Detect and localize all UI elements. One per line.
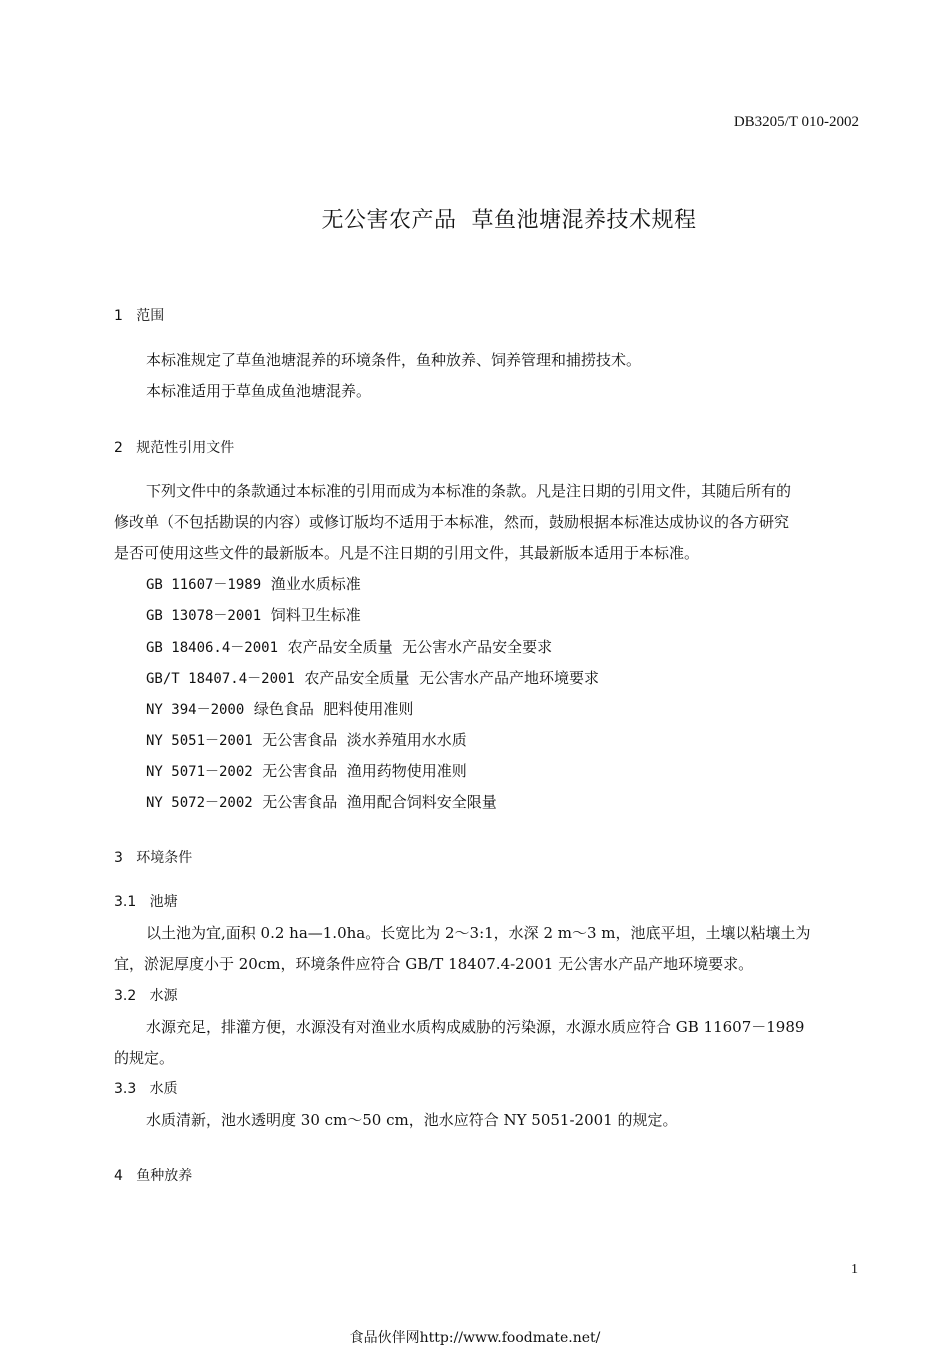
reference-title: 农产品安全质量 无公害水产品产地环境要求 <box>304 669 599 687</box>
reference-code: NY 5071－2002 <box>146 764 253 780</box>
section-4-heading: 4 鱼种放养 <box>114 1168 193 1184</box>
section-1-paragraph-2: 本标准适用于草鱼成鱼池塘混养。 <box>146 382 372 400</box>
section-1-heading: 1 范围 <box>114 308 165 324</box>
section-3-1-text-line-1: 以土池为宜,面积 0.2 ha—1.0ha。长宽比为 2～3:1，水深 2 m～3 m，池底平坦，土壤以粘壤土为 <box>146 924 811 942</box>
section-2-text-line-3: 是否可使用这些文件的最新版本。凡是不注日期的引用文件，其最新版本适用于本标准。 <box>114 544 700 562</box>
footer-source-link[interactable]: 食品伙伴网http://www.foodmate.net/ <box>349 1330 601 1346</box>
reference-item <box>146 791 497 812</box>
reference-code: NY 5051－2001 <box>146 733 253 749</box>
section-2-text-line-2: 修改单（不包括勘误的内容）或修订版均不适用于本标准，然而，鼓励根据本标准达成协议的各方研究 <box>114 513 790 531</box>
reference-title: 绿色食品 肥料使用准则 <box>253 700 414 718</box>
reference-code: GB 13078－2001 <box>146 608 262 624</box>
section-3-2-text-line-2: 的规定。 <box>114 1049 175 1067</box>
reference-item <box>146 667 599 688</box>
reference-code: NY 5072－2002 <box>146 795 253 811</box>
section-3-2-text-line-1: 水源充足，排灌方便，水源没有对渔业水质构成威胁的污染源，水源水质应符合 GB 11607－1989 <box>146 1018 805 1036</box>
section-2-heading: 2 规范性引用文件 <box>114 440 235 456</box>
reference-code: GB/T 18407.4－2001 <box>146 671 295 687</box>
reference-title: 无公害食品 渔用药物使用准则 <box>262 762 467 780</box>
reference-title: 饲料卫生标准 <box>270 606 361 624</box>
reference-item <box>146 636 552 657</box>
reference-title: 无公害食品 淡水养殖用水水质 <box>262 731 467 749</box>
section-2-text-line-1: 下列文件中的条款通过本标准的引用而成为本标准的条款。凡是注日期的引用文件，其随后所有的 <box>146 482 792 500</box>
reference-item <box>146 604 361 625</box>
reference-code: GB 18406.4－2001 <box>146 640 279 656</box>
section-3-3-heading: 3.3 水质 <box>114 1081 178 1097</box>
page-number: 1 <box>851 1262 858 1277</box>
page-title: 无公害农产品 草鱼池塘混养技术规程 <box>321 208 697 233</box>
reference-title: 无公害食品 渔用配合饲料安全限量 <box>262 793 497 811</box>
section-1-paragraph-1: 本标准规定了草鱼池塘混养的环境条件，鱼种放养、饲养管理和捕捞技术。 <box>146 351 642 369</box>
reference-title: 农产品安全质量 无公害水产品安全要求 <box>287 638 553 656</box>
section-3-heading: 3 环境条件 <box>114 850 193 866</box>
document-code: DB3205/T 010-2002 <box>733 114 859 130</box>
reference-item <box>146 729 467 750</box>
reference-code: GB 11607－1989 <box>146 577 262 593</box>
section-3-1-heading: 3.1 池塘 <box>114 894 178 910</box>
reference-code: NY 394－2000 <box>146 702 245 718</box>
reference-item <box>146 698 413 719</box>
reference-item <box>146 760 467 781</box>
reference-title: 渔业水质标准 <box>270 575 361 593</box>
section-3-2-heading: 3.2 水源 <box>114 988 178 1004</box>
section-3-3-text-line-1: 水质清新，池水透明度 30 cm～50 cm，池水应符合 NY 5051-2001 的规定。 <box>146 1111 678 1129</box>
reference-item <box>146 573 361 594</box>
section-3-1-text-line-2: 宜，淤泥厚度小于 20cm，环境条件应符合 GB/T 18407.4-2001 无公害水产品产地环境要求。 <box>114 955 754 973</box>
